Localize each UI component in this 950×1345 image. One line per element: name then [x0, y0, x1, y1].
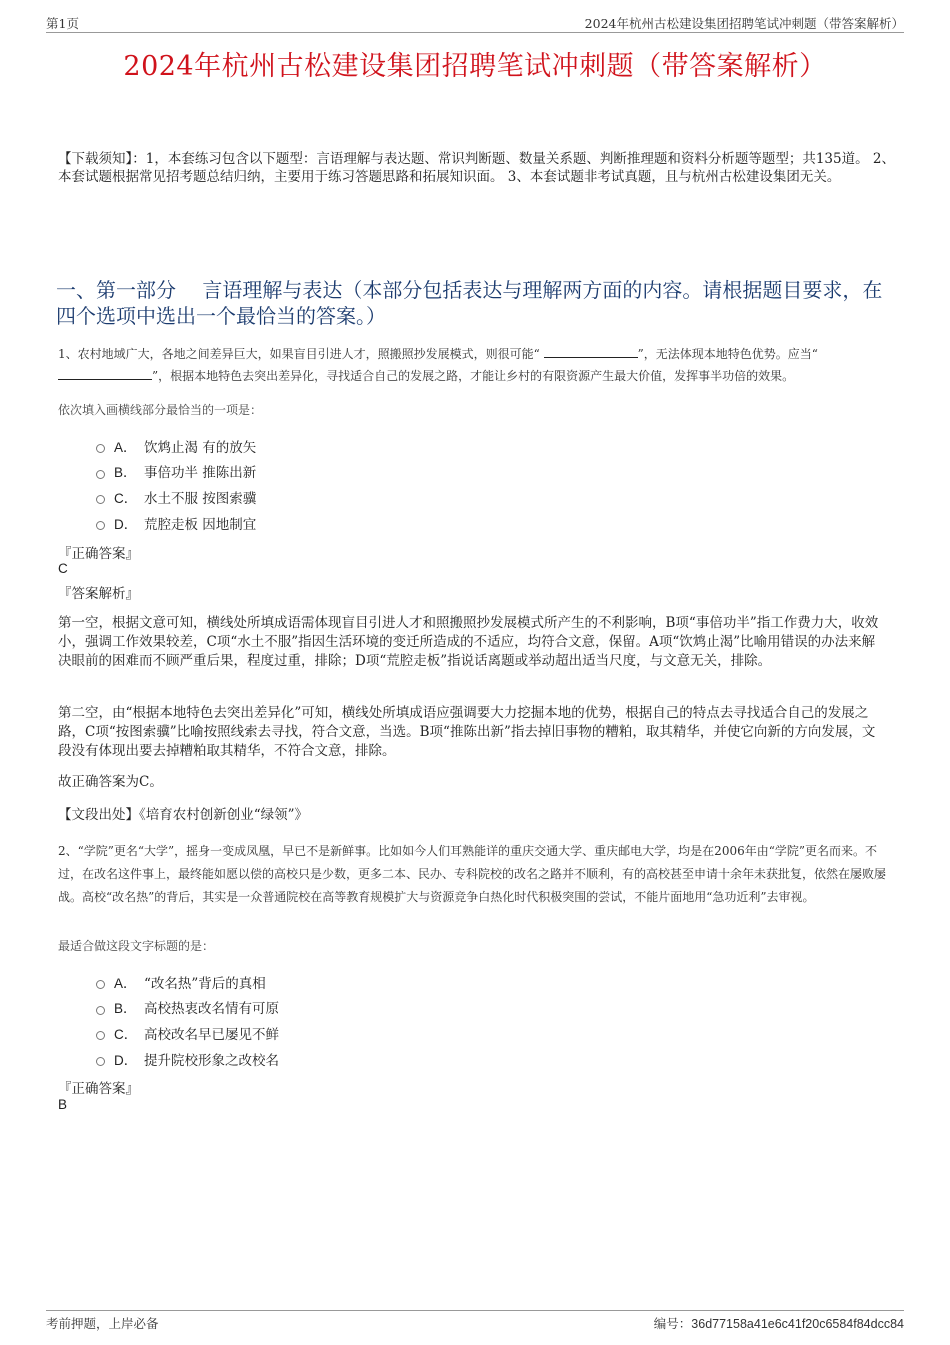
question-1-ask: 依次填入画横线部分最恰当的一项是： [58, 403, 263, 417]
page-footer [46, 1310, 904, 1332]
question-2-ask: 最适合做这段文字标题的是： [58, 939, 215, 953]
question-2-stem: 2、“学院”更名“大学”，摇身一变成凤凰，早已不是新鲜事。比如如今人们耳熟能详的重庆交通大学、重庆邮电大学，均是在2006年由“学院”更名而来。不过，在改名这件事上，最终能如愿以偿的高校只是少数，更多二本、民办、专科院校的改名之路并不顺利，有的高校甚至申请十余年未获批复，依然在屡败屡战。高校“改名热”的背后，其实是一众普通院校在高等教育规模扩大与资源竞争白热化时代积极突围的尝试，不能片面地用“急功近利”去审视。 [58, 844, 887, 904]
page-header [46, 14, 904, 33]
q2-answer-label: 『正确答案』 [58, 1081, 139, 1097]
option-key: C． [114, 1026, 138, 1042]
radio-icon[interactable] [96, 470, 105, 479]
radio-icon[interactable] [96, 495, 105, 504]
q1-option-c[interactable] [96, 484, 256, 510]
option-text: 水土不服 按图索骥 [144, 490, 257, 507]
option-text: 荒腔走板 因地制宜 [144, 516, 257, 533]
radio-icon[interactable] [96, 444, 105, 453]
q1-option-a[interactable] [96, 433, 256, 459]
document-title: 2024年杭州古松建设集团招聘笔试冲刺题（带答案解析） [123, 51, 827, 82]
footer-code-value: 36d77158a41e6c41f20c6584f84dcc84 [691, 1317, 904, 1331]
option-key: A． [114, 439, 137, 455]
page-number: 第1页 [46, 16, 79, 31]
q1-analysis-para-1: 第一空，根据文意可知，横线处所填成语需体现盲目引进人才和照搬照抄发展模式所产生的不利影响，B项“事倍功半”指工作费力大，收效小，强调工作效果较差，C项“水土不服”指因生活环境的变迁所造成的不适应，均符合文意，保留。A项“饮鸩止渴”比喻用错误的办法来解决眼前的困难而不顾严重后果，程度过重，排除；D项“荒腔走板”指说话离题或举动超出适当尺度，与文意无关，排除。 [58, 615, 879, 669]
option-text: 高校改名早已屡见不鲜 [144, 1026, 279, 1043]
q1-analysis-conclusion: 故正确答案为C。 [58, 774, 163, 790]
header-doc-title: 2024年杭州古松建设集团招聘笔试冲刺题（带答案解析） [584, 16, 904, 31]
q1-answer: C [58, 561, 68, 576]
radio-icon[interactable] [96, 521, 105, 530]
option-key: A． [114, 975, 137, 991]
question-2-options [96, 969, 279, 1071]
option-key: B． [114, 465, 137, 481]
q1-stem-part3: ”，根据本地特色去突出差异化，寻找适合自己的发展之路，才能让乡村的有限资源产生最大价值，发挥事半功倍的效果。 [152, 369, 795, 383]
q1-stem-part2: ”，无法体现本地特色优势。应当“ [637, 347, 818, 361]
option-text: 饮鸩止渴 有的放矢 [144, 439, 257, 456]
q1-option-d[interactable] [96, 510, 256, 536]
download-notice: 【下载须知】：1，本套练习包含以下题型：言语理解与表达题、常识判断题、数量关系题、判断推理题和资料分析题等题型；共135道。 2、本套试题根据常见招考题总结归纳，主要用于练习答题思路和拓展知识面。 3、本套试题非考试真题，且与杭州古松建设集团无关。 [58, 151, 895, 185]
q1-analysis-label: 『答案解析』 [58, 586, 139, 602]
q2-option-a[interactable] [96, 969, 279, 995]
q1-option-b[interactable] [96, 459, 256, 485]
option-text: 事倍功半 推陈出新 [144, 465, 257, 482]
footer-slogan: 考前押题，上岸必备 [46, 1316, 159, 1331]
radio-icon[interactable] [96, 1031, 105, 1040]
q2-answer: B [58, 1097, 68, 1112]
option-text: 提升院校形象之改校名 [144, 1052, 279, 1069]
option-key: D． [114, 1052, 138, 1068]
option-key: D． [114, 516, 138, 532]
q1-answer-label: 『正确答案』 [58, 546, 139, 562]
radio-icon[interactable] [96, 1057, 105, 1066]
q1-analysis-para-2: 第二空，由“根据本地特色去突出差异化”可知，横线处所填成语应强调要大力挖掘本地的优势，根据自己的特点去寻找适合自己的发展之路，C项“按图索骥”比喻按照线索去寻找，符合文意，当选。B项“推陈出新”指去掉旧事物的糟粕，取其精华，并使它向新的方向发展，文段没有体现出要去掉糟粕取其精华，不符合文意，排除。 [58, 705, 876, 759]
option-key: C． [114, 490, 138, 506]
option-text: 高校热衷改名情有可原 [144, 1001, 279, 1018]
q1-source: 【文段出处】《培育农村创新创业“绿领”》 [58, 807, 309, 823]
section-title: 一、第一部分 言语理解与表达（本部分包括表达与理解两方面的内容。请根据题目要求，在四个选项中选出一个最恰当的答案。） [56, 278, 883, 328]
footer-code [654, 1314, 904, 1332]
question-1-stem [58, 343, 900, 387]
q1-stem-part1: 1、农村地域广大，各地之间差异巨大，如果盲目引进人才，照搬照抄发展模式，则很可能“ [58, 347, 544, 361]
q1-blank-1 [544, 345, 638, 358]
q2-option-c[interactable] [96, 1020, 279, 1046]
q1-blank-2 [58, 367, 152, 380]
q2-option-b[interactable] [96, 995, 279, 1021]
q2-option-d[interactable] [96, 1046, 279, 1072]
option-key: B． [114, 1001, 137, 1017]
option-text: “改名热”背后的真相 [144, 975, 266, 992]
footer-code-label: 编号： [653, 1316, 692, 1331]
radio-icon[interactable] [96, 1006, 105, 1015]
radio-icon[interactable] [96, 980, 105, 989]
question-1-options [96, 433, 256, 535]
